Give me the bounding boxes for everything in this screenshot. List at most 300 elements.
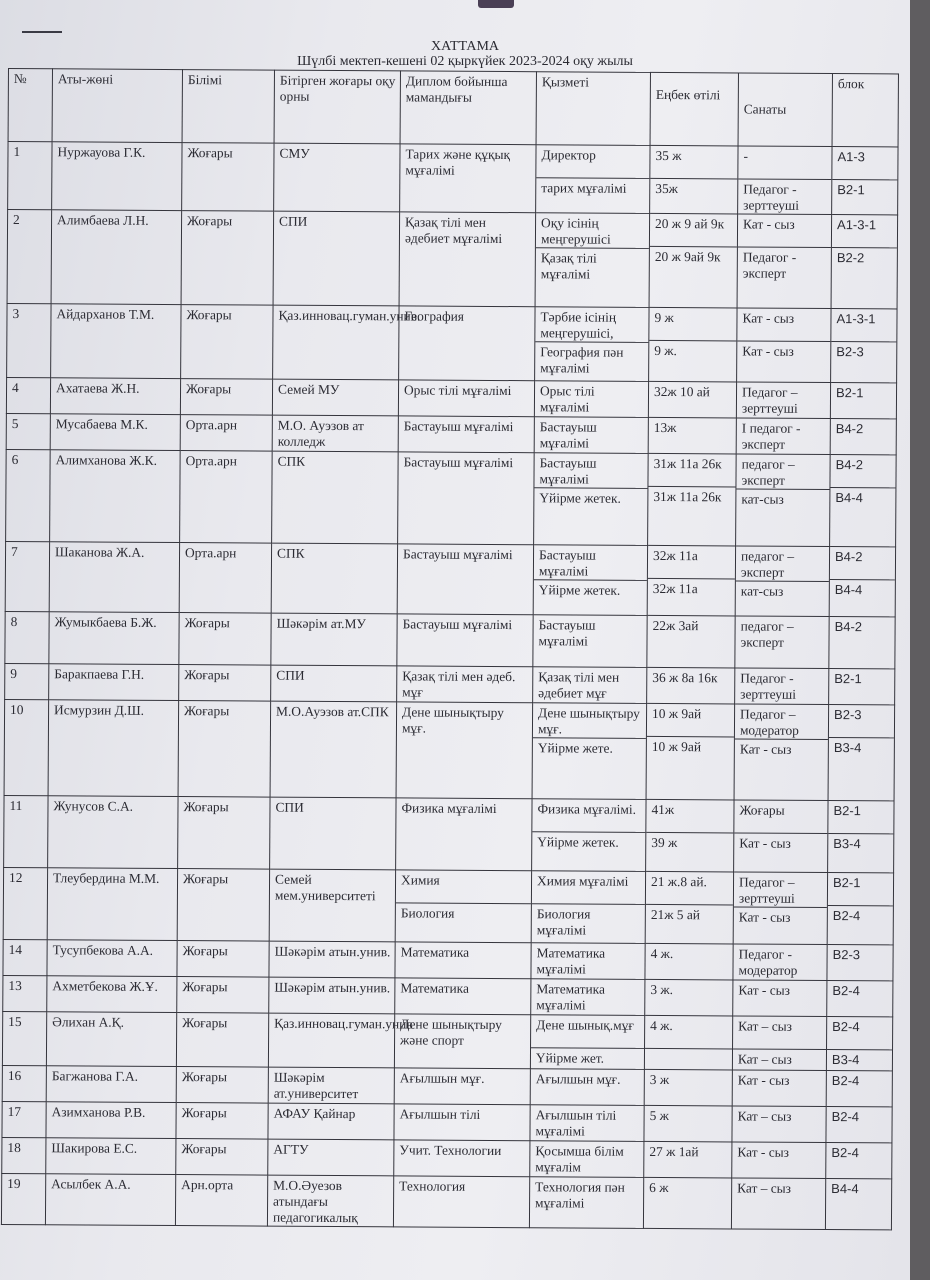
position: Ағылшын мұғ. — [535, 1071, 621, 1087]
row-number: 11 — [4, 795, 48, 867]
education: Жоғары — [178, 701, 271, 798]
block-code-cell — [830, 455, 897, 547]
category-cell — [736, 418, 830, 455]
category-cell — [736, 454, 831, 547]
table-row — [5, 541, 895, 616]
block-code-cell — [828, 801, 894, 873]
experience: 4 ж. — [650, 1017, 673, 1034]
row-number: 6 — [6, 449, 51, 541]
category-cell — [733, 872, 827, 945]
diploma-cell — [395, 978, 531, 1015]
header-cell: Еңбек өтілі — [650, 72, 738, 146]
education: Жоғары — [177, 869, 269, 942]
education: Жоғары — [176, 1139, 268, 1176]
category: I педагог - эксперт — [741, 420, 801, 452]
block-code: В2-4 — [831, 1109, 860, 1125]
category-cell — [735, 616, 829, 669]
experience-cell — [648, 417, 736, 454]
block-code: В2-4 — [832, 1019, 860, 1035]
category: Кат - сыз — [734, 832, 827, 852]
diploma-specialty: Биология — [396, 902, 531, 922]
staff-name: Ахметбекова Ж.Ұ. — [47, 976, 177, 1013]
institution: Шәкәрім атын.унив. — [269, 941, 395, 978]
staff-name: Нуржауова Г.К. — [52, 142, 182, 211]
experience: 21 ж.8 ай. — [650, 873, 707, 890]
block-code: В2-1 — [835, 385, 864, 401]
education: Жоғары — [177, 977, 269, 1014]
block-code: В4-4 — [830, 487, 895, 506]
education: Жоғары — [182, 143, 274, 212]
diploma-specialty: Қазақ тілі мен әдебиет мұғалімі — [404, 214, 503, 247]
block-code: В3-4 — [829, 737, 894, 756]
position: Қазақ тілі мұғалімі — [536, 247, 649, 283]
experience-cell — [645, 943, 733, 980]
diploma-cell — [394, 1068, 530, 1105]
block-code-cell — [829, 547, 895, 617]
staff-name: Шаканова Ж.А. — [49, 542, 179, 613]
diploma-specialty: Бастауыш мұғалімі — [402, 546, 513, 563]
staff-name: Алимханова Ж.К. — [50, 450, 181, 543]
staff-name: Исмурзин Д.Ш. — [48, 700, 179, 797]
experience-cell — [646, 703, 735, 800]
block-code: В2-1 — [834, 671, 862, 687]
block-code: В4-2 — [834, 619, 863, 635]
diploma-specialty: Дене шынықтыру мұғ. — [401, 704, 504, 736]
institution: Семей мем.университеті — [269, 869, 395, 942]
experience: 41ж — [651, 801, 675, 818]
position: Үйірме жет. — [531, 1047, 644, 1067]
diploma-cell — [394, 1014, 530, 1069]
category-cell — [733, 980, 827, 1017]
block-code-cell — [826, 1143, 892, 1179]
diploma-specialty: География — [404, 308, 465, 324]
experience: 35ж — [650, 178, 737, 198]
education: Жоғары — [179, 613, 271, 666]
institution: М.О. Ауэзов ат колледж — [272, 415, 398, 452]
row-number: 16 — [2, 1065, 46, 1101]
block-code-cell — [827, 873, 893, 945]
experience: 20 ж 9ай 9к — [650, 246, 737, 266]
block-code: В4-2 — [835, 457, 864, 473]
position: Қазақ тілі мен әдебиет мұғ — [538, 669, 620, 701]
row-number: 10 — [4, 699, 49, 795]
diploma-cell — [398, 416, 534, 453]
block-code-cell — [825, 1179, 891, 1230]
category: Кат – сыз — [737, 1180, 792, 1196]
institution: М.О.Ауэзов ат.СПК — [270, 701, 397, 798]
experience-cell — [645, 979, 733, 1016]
institution: Шәкәрім ат.МУ — [271, 613, 397, 666]
category: Кат - сыз — [738, 982, 791, 998]
institution: СПИ — [273, 211, 400, 306]
header-cell: Санаты — [738, 73, 832, 147]
category-cell — [737, 308, 831, 383]
diploma-cell — [397, 614, 533, 667]
category-cell — [733, 944, 827, 981]
category-cell — [734, 800, 828, 873]
experience-cell — [645, 871, 733, 944]
block-code: В2-2 — [832, 247, 897, 266]
diploma-specialty: Математика — [400, 980, 469, 996]
category: Педагог – зерттеуші — [738, 874, 795, 906]
position: Физика мұғалімі. — [537, 801, 636, 817]
position-cell — [533, 667, 647, 704]
position-cell — [534, 417, 648, 454]
education: Жоғары — [180, 379, 272, 416]
category-cell — [738, 146, 832, 215]
block-code-cell — [826, 1071, 892, 1107]
row-number: 13 — [3, 975, 47, 1011]
staff-name: Тусупбекова А.А. — [47, 940, 177, 977]
experience: 32ж 10 ай — [653, 383, 710, 400]
experience-cell — [649, 213, 738, 308]
row-number: 4 — [6, 377, 50, 413]
doc-title: ХАТТАМА — [430, 39, 500, 54]
diploma-specialty: Физика мұғалімі — [401, 800, 497, 816]
institution: Шәкәрім ат.университет — [268, 1067, 394, 1104]
institution: Семей МУ — [272, 379, 398, 416]
experience: 6 ж — [649, 1179, 669, 1196]
diploma-specialty: Технология — [399, 1178, 466, 1194]
category: Педагог – зерттеуші — [741, 384, 798, 416]
category: Кат – сыз — [737, 1108, 792, 1124]
education: Орта.арн — [179, 543, 271, 614]
row-number: 3 — [7, 303, 51, 377]
top-mark — [22, 31, 62, 33]
table-row — [7, 303, 897, 382]
table-row — [6, 413, 896, 454]
position-cell — [529, 1177, 643, 1229]
category: Кат - сыз — [742, 310, 795, 326]
position-cell — [532, 703, 647, 800]
position: тарих мұғалімі — [536, 177, 649, 197]
block-code-cell — [830, 383, 896, 419]
table-row — [3, 867, 893, 944]
row-number: 7 — [5, 541, 49, 611]
row-number: 12 — [3, 867, 47, 939]
category-cell — [736, 382, 830, 419]
experience: 10 ж 9ай — [652, 705, 702, 722]
position: Үйірме жетек. — [534, 487, 647, 507]
diploma-specialty: Бастауыш мұғалімі — [403, 418, 514, 435]
position: Тәрбие ісінің меңгерушісі, — [540, 309, 617, 341]
table-row — [7, 210, 898, 309]
block-code-cell — [832, 147, 898, 215]
experience: 9 ж. — [649, 340, 736, 360]
experience-cell — [643, 1177, 731, 1229]
category: педагог – эксперт — [740, 548, 795, 580]
block-code: В2-3 — [834, 707, 862, 723]
diploma-cell — [398, 380, 534, 417]
diploma-specialty: Учит. Технологии — [399, 1142, 502, 1159]
header-row — [8, 69, 898, 147]
block-code-cell — [831, 309, 897, 383]
table-row — [2, 1137, 892, 1178]
experience: 31ж 11а 26к — [653, 455, 722, 472]
experience: 5 ж — [649, 1107, 669, 1124]
category-cell — [732, 1070, 826, 1107]
position: Директор — [541, 147, 596, 163]
block-code: В2-4 — [831, 1073, 860, 1089]
category-cell — [735, 546, 829, 617]
position-cell — [533, 615, 647, 668]
institution: Шәкәрім атын.унив. — [269, 977, 395, 1014]
education: Орта.арн — [180, 451, 273, 544]
block-code-cell — [826, 1107, 892, 1143]
table-row — [2, 1101, 892, 1142]
experience-cell — [644, 1015, 732, 1070]
table-row — [6, 449, 897, 546]
diploma-specialty: Тарих және құқық мұғалімі — [405, 146, 511, 178]
position-cell — [534, 381, 648, 418]
row-number: 14 — [3, 939, 47, 975]
experience: 20 ж 9 ай 9к — [655, 215, 725, 232]
staff-name: Мусабаева М.К. — [50, 414, 180, 451]
staff-name: Азимханова Р.В. — [46, 1102, 176, 1139]
experience-cell — [646, 799, 734, 872]
position-cell — [532, 799, 646, 872]
category: Кат – сыз — [738, 1018, 793, 1034]
position: Үйірме жете. — [533, 737, 646, 757]
binder-clip — [478, 0, 514, 8]
position-cell — [531, 979, 645, 1016]
diploma-cell — [396, 702, 533, 799]
education: Жоғары — [181, 305, 273, 380]
position-cell — [530, 1015, 644, 1070]
diploma-specialty: Дене шынықтыру және спорт — [400, 1016, 502, 1048]
education: Жоғары — [176, 1067, 268, 1104]
category: Кат - сыз — [737, 340, 830, 360]
block-code: В2-3 — [831, 341, 896, 360]
table-row — [5, 663, 895, 704]
institution: Қаз.инновац.гуман.унив. — [273, 305, 399, 380]
experience-cell — [647, 545, 735, 616]
diploma-specialty: Математика — [400, 944, 470, 960]
block-code: В4-2 — [834, 549, 863, 565]
header-cell: Бітірген жоғары оқу орны — [274, 70, 400, 144]
position: Химия мұғалімі — [536, 873, 629, 889]
staff-name: Айдарханов Т.М. — [51, 304, 181, 379]
experience: 3 ж — [649, 1071, 670, 1088]
institution: СПК — [271, 543, 397, 614]
category: Педагог - зерттеуші — [740, 670, 797, 702]
category: Кат - сыз — [743, 216, 795, 232]
experience: 22ж 3ай — [652, 617, 699, 634]
header-cell: Аты-жөні — [52, 69, 182, 143]
position-cell — [534, 453, 649, 546]
position: Технология пән мұғалімі — [535, 1179, 625, 1211]
education: Жоғары — [177, 941, 269, 978]
position-cell — [536, 145, 650, 214]
category-cell — [732, 1142, 826, 1179]
position-cell — [530, 1141, 644, 1178]
header-cell: Білімі — [182, 70, 274, 144]
table-row — [1, 1173, 891, 1229]
row-number: 1 — [8, 142, 52, 210]
header-cell: Қызметі — [536, 72, 650, 146]
header-cell: блок — [832, 74, 898, 147]
block-code: В2-1 — [833, 803, 861, 819]
category-cell — [731, 1178, 825, 1230]
row-number: 9 — [5, 663, 49, 699]
block-code-cell — [829, 617, 895, 669]
position: Бастауыш мұғалімі — [539, 419, 597, 451]
staff-table — [1, 68, 899, 1230]
block-code: В4-4 — [830, 579, 895, 598]
staff-name: Багжанова Г.А. — [46, 1066, 176, 1103]
experience: 36 ж 8а 16к — [652, 669, 718, 686]
category: Педагог - зерттеуші — [738, 178, 831, 214]
diploma-specialty: Ағылшын тілі — [399, 1106, 481, 1122]
experience — [645, 1048, 732, 1052]
institution: Қаз.инновац.гуман.унив — [268, 1013, 394, 1068]
category: Жоғары — [739, 802, 785, 818]
experience-cell — [647, 615, 735, 668]
category-cell — [732, 1016, 826, 1071]
diploma-cell — [397, 544, 533, 615]
diploma-cell — [396, 798, 532, 871]
experience: 10 ж 9ай — [647, 736, 734, 756]
institution: СМУ — [274, 143, 400, 212]
position: Математика мұғалімі — [536, 945, 606, 977]
experience-cell — [648, 453, 737, 546]
education: Арн.орта — [175, 1175, 267, 1227]
experience: 31ж 11а 26к — [648, 486, 735, 506]
block-code-cell — [826, 1017, 892, 1071]
table-row — [8, 142, 898, 215]
staff-table-wrap — [1, 68, 899, 1230]
position: Қосымша білім мұғалім — [535, 1143, 624, 1175]
diploma-cell — [399, 306, 535, 381]
position: Ағылшын тілі мұғалімі — [535, 1107, 617, 1139]
experience: 9 ж — [654, 309, 674, 326]
block-code-cell — [828, 705, 895, 801]
category-cell — [735, 668, 829, 705]
row-number: 18 — [2, 1137, 46, 1173]
institution: АГТУ — [268, 1139, 394, 1176]
staff-name: Тлеубердина М.М. — [47, 868, 177, 941]
diploma-cell — [400, 144, 536, 213]
position-cell — [535, 307, 649, 382]
diploma-cell — [397, 666, 533, 703]
category: кат-сыз — [736, 488, 829, 508]
diploma-specialty: Бастауыш мұғалімі — [403, 454, 514, 471]
education: Жоғары — [181, 211, 274, 306]
diploma-cell — [394, 1140, 530, 1177]
experience: 3 ж. — [650, 981, 674, 998]
block-code: А1-3-1 — [836, 311, 876, 327]
experience-cell — [649, 307, 737, 382]
row-number: 8 — [5, 611, 49, 663]
block-code-cell — [827, 981, 893, 1017]
diploma-cell — [394, 1104, 530, 1141]
experience: 27 ж 1ай — [649, 1143, 699, 1160]
education: Жоғары — [179, 665, 271, 702]
table-body — [1, 142, 898, 1230]
diploma-specialty: Химия — [401, 872, 440, 888]
table-row — [2, 1011, 892, 1070]
diploma-specialty: Қазақ тілі мен әдеб. мұғ — [402, 668, 516, 700]
experience: 39 ж — [646, 832, 733, 852]
position-cell — [535, 213, 650, 308]
education: Орта.арн — [180, 415, 272, 452]
table-row — [3, 939, 893, 980]
doc-subtitle: Шүлбі мектеп-кешені 02 қыркүйек 2023-2024 оқу жылы — [297, 54, 633, 69]
education: Жоғары — [176, 1013, 268, 1068]
block-code: А1-3 — [837, 149, 865, 165]
category: Кат - сыз — [737, 1144, 790, 1160]
category: педагог – эксперт — [741, 456, 795, 488]
experience: 32ж 11а — [652, 547, 698, 564]
category: Кат - сыз — [735, 738, 828, 758]
category: Кат - сыз — [734, 906, 827, 926]
diploma-cell — [395, 942, 531, 979]
category: Педагог – модератор — [739, 706, 799, 738]
experience-cell — [647, 667, 735, 704]
position: Дене шынық.мұғ — [536, 1017, 634, 1033]
block-code-cell — [831, 215, 898, 309]
staff-name: Асылбек А.А. — [45, 1174, 175, 1226]
category: педагог – эксперт — [740, 618, 794, 650]
block-code: В2-4 — [831, 1145, 859, 1161]
position: Бастауыш мұғалімі — [539, 455, 597, 487]
experience: 21ж 5 ай — [646, 904, 733, 924]
diploma-cell — [393, 1176, 529, 1228]
row-number: 17 — [2, 1101, 46, 1137]
experience: 32ж 11а — [648, 578, 735, 598]
diploma-specialty: Орыс тілі мұғалімі — [403, 382, 512, 399]
block-code: В2-3 — [832, 947, 861, 963]
header-cell: № — [8, 69, 52, 142]
category-cell — [737, 214, 832, 309]
experience-cell — [644, 1069, 732, 1106]
block-code: В3-4 — [827, 1049, 892, 1068]
experience: 4 ж. — [650, 945, 674, 962]
row-number: 2 — [7, 210, 52, 304]
experience-cell — [644, 1105, 732, 1142]
position: Үйірме жетек. — [532, 831, 645, 851]
position-cell — [533, 545, 647, 616]
experience-cell — [650, 145, 738, 214]
position-cell — [531, 943, 645, 980]
experience: 35 ж — [655, 147, 682, 164]
position: Бастауыш мұғалімі — [538, 547, 596, 579]
experience-cell — [644, 1141, 732, 1178]
block-code: В2-1 — [832, 179, 897, 198]
institution: М.О.Әуезов атындағы педагогикалық — [267, 1175, 393, 1227]
position-cell — [530, 1069, 644, 1106]
diploma-specialty: Бастауыш мұғалімі — [402, 616, 513, 633]
position: Үйірме жетек. — [534, 579, 647, 599]
category: Педагог - модератор — [738, 946, 798, 978]
table-row — [2, 1065, 892, 1106]
position: Орыс тілі мұғалімі — [539, 383, 595, 415]
institution: АФАУ Қайнар — [268, 1103, 394, 1140]
category-cell — [732, 1106, 826, 1143]
position: Оқу ісінің меңгерушісі — [540, 215, 611, 247]
row-number: 5 — [6, 413, 50, 449]
staff-name: Жунусов С.А. — [48, 796, 178, 869]
block-code: В2-4 — [832, 983, 860, 999]
position: Математика мұғалімі — [536, 981, 605, 1013]
position-cell — [530, 1105, 644, 1142]
block-code: В2-1 — [832, 875, 861, 891]
staff-name: Шакирова Е.С. — [46, 1138, 176, 1175]
staff-name: Әлихан А.Қ. — [46, 1012, 176, 1067]
institution: СПИ — [270, 797, 396, 870]
block-code: В3-4 — [828, 833, 893, 852]
position: Биология мұғалімі — [532, 903, 645, 939]
